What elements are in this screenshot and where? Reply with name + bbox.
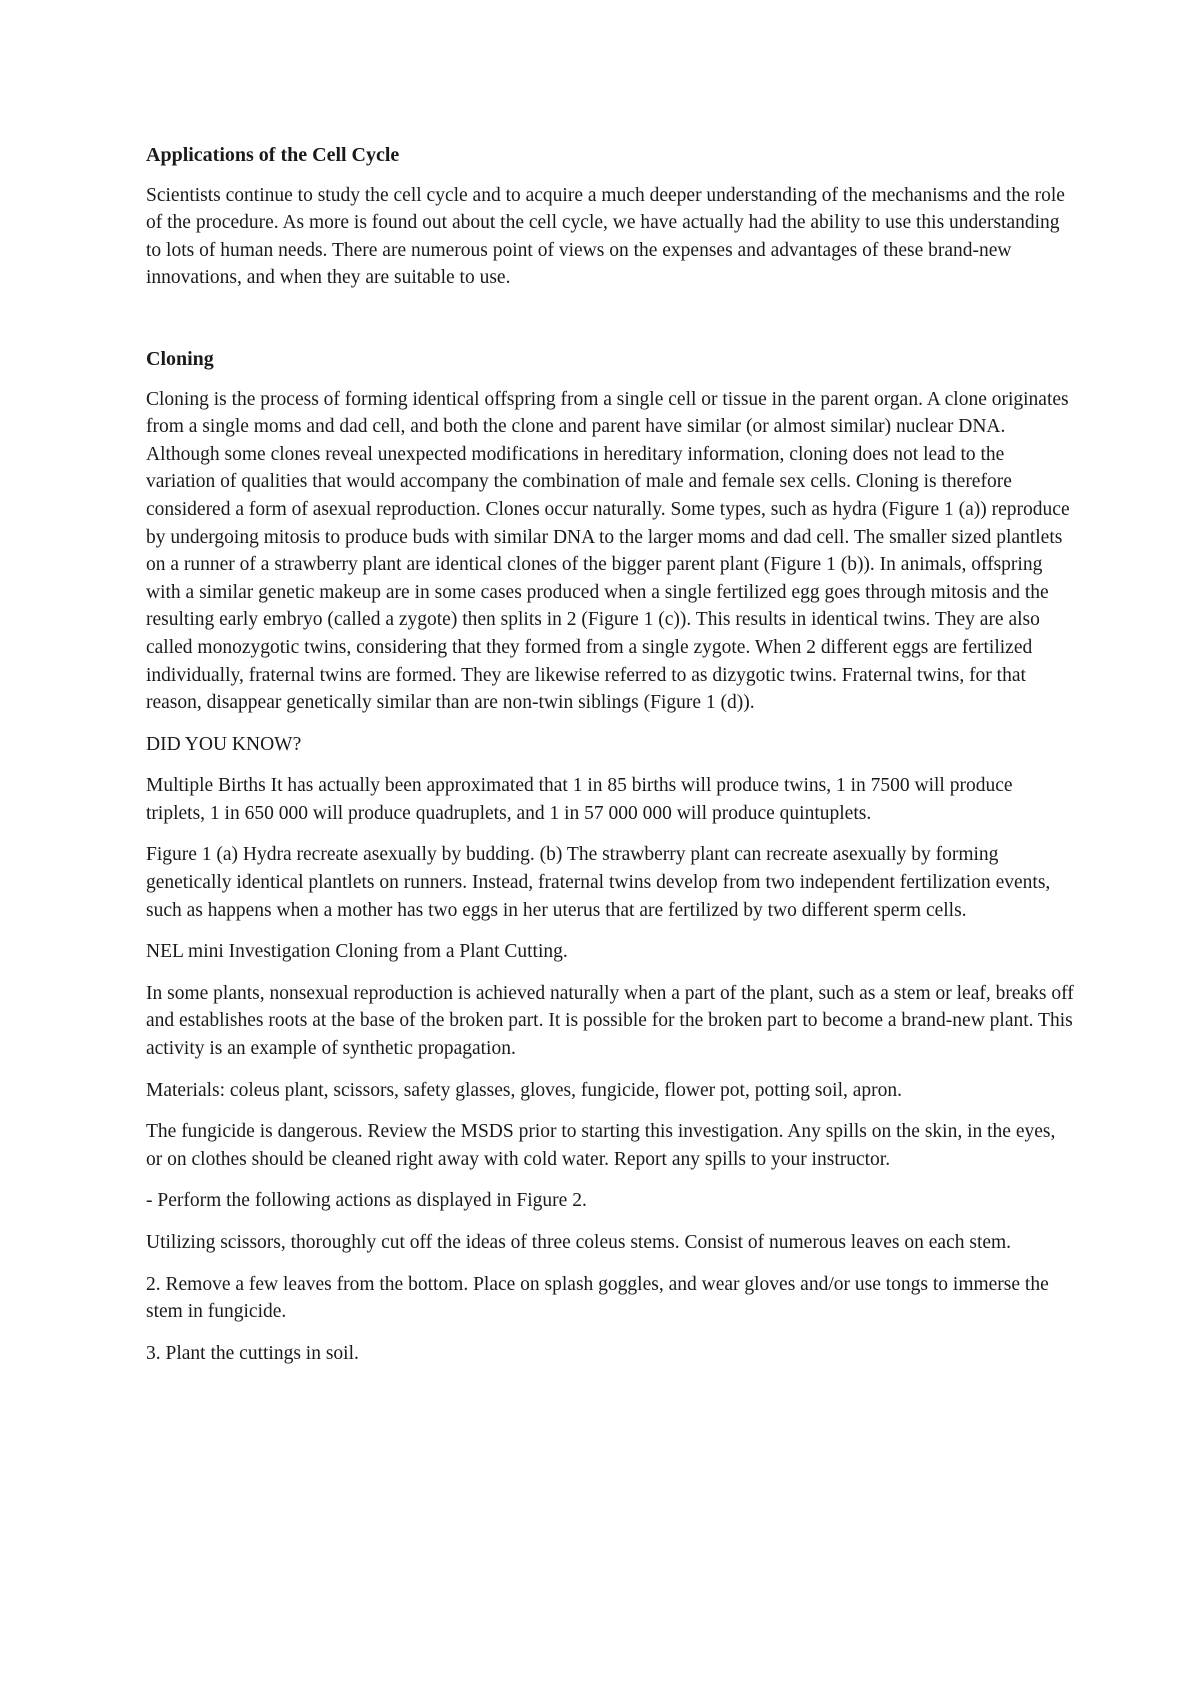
step-2: 2. Remove a few leaves from the bottom. Place on splash goggles, and wear gloves and/or use tongs to immerse the stem in fungicide. xyxy=(146,1273,1049,1323)
paragraph-multiple-births: Multiple Births It has actually been approximated that 1 in 85 births will produce twins, 1 in 7500 will produce triplets, 1 in 650 000 will produce quadruplets, and 1 in 57 000 000 will produce quintuplets. xyxy=(146,775,1013,824)
paragraph-safety: The fungicide is dangerous. Review the MSDS prior to starting this investigation. Any spills on the skin, in the eyes, or on clothes should be cleaned right away with cold water. Report any spills to your instructor. xyxy=(146,1121,1056,1170)
step-3: 3. Plant the cuttings in soil. xyxy=(146,1342,359,1364)
paragraph-cloning-intro: Cloning is the process of forming identical offspring from a single cell or tissue in the parent organ. A clone originates from a single moms and dad cell, and both the clone and parent have similar (or almost similar) nuclear DNA. Although some clones reveal unexpected modifications in hereditary information, cloning does not lead to the variation of qualities that would accompany the combination of male and female sex cells. Cloning is therefore considered a form of asexual reproduction. Clones occur naturally. Some types, such as hydra (Figure 1 (a)) reproduce by undergoing mitosis to produce buds with similar DNA to the larger moms and dad cell. The smaller sized plantlets on a runner of a strawberry plant are identical clones of the bigger parent plant (Figure 1 (b)). In animals, offspring with a similar genetic makeup are in some cases produced when a single fertilized egg goes through mitosis and the resulting early embryo (called a zygote) then splits in 2 (Figure 1 (c)). This results in identical twins. They are also called monozygotic twins, considering that they formed from a single zygote. When 2 different eggs are fertilized individually, fraternal twins are formed. They are likewise referred to as dizygotic twins. Fraternal twins, for that reason, disappear genetically similar than are non-twin siblings (Figure 1 (d)). xyxy=(146,388,1070,714)
paragraph-investigation-intro: In some plants, nonsexual reproduction is achieved naturally when a part of the plant, such as a stem or leaf, breaks off and establishes roots at the base of the broken part. It is possible for the broken part to become a brand-new plant. This activity is an example of synthetic propagation. xyxy=(146,982,1074,1060)
step-perform: - Perform the following actions as displayed in Figure 2. xyxy=(146,1190,587,1212)
section-spacer xyxy=(146,306,1076,346)
section-heading-applications: Applications of the Cell Cycle xyxy=(146,144,400,166)
did-you-know-label: DID YOU KNOW? xyxy=(146,733,302,755)
figure-caption: Figure 1 (a) Hydra recreate asexually by budding. (b) The strawberry plant can recreate asexually by forming genetically identical plantlets on runners. Instead, fraternal twins develop from two independent fertilization events, such as happens when a mother has two eggs in her uterus that are fertilized by two different sperm cells. xyxy=(146,844,1051,921)
investigation-title: NEL mini Investigation Cloning from a Plant Cutting. xyxy=(146,941,568,963)
step-1: Utilizing scissors, thoroughly cut off the ideas of three coleus stems. Consist of numerous leaves on each stem. xyxy=(146,1232,1012,1253)
paragraph-materials: Materials: coleus plant, scissors, safety glasses, gloves, fungicide, flower pot, potting soil, apron. xyxy=(146,1079,903,1101)
paragraph-applications: Scientists continue to study the cell cycle and to acquire a much deeper understanding of the mechanisms and the role of the procedure. As more is found out about the cell cycle, we have actually had the ability to use this understanding to lots of human needs. There are numerous point of views on the expenses and advantages of these brand-new innovations, and when they are suitable to use. xyxy=(146,184,1065,289)
section-heading-cloning: Cloning xyxy=(146,347,214,370)
document-page xyxy=(146,142,1076,1381)
